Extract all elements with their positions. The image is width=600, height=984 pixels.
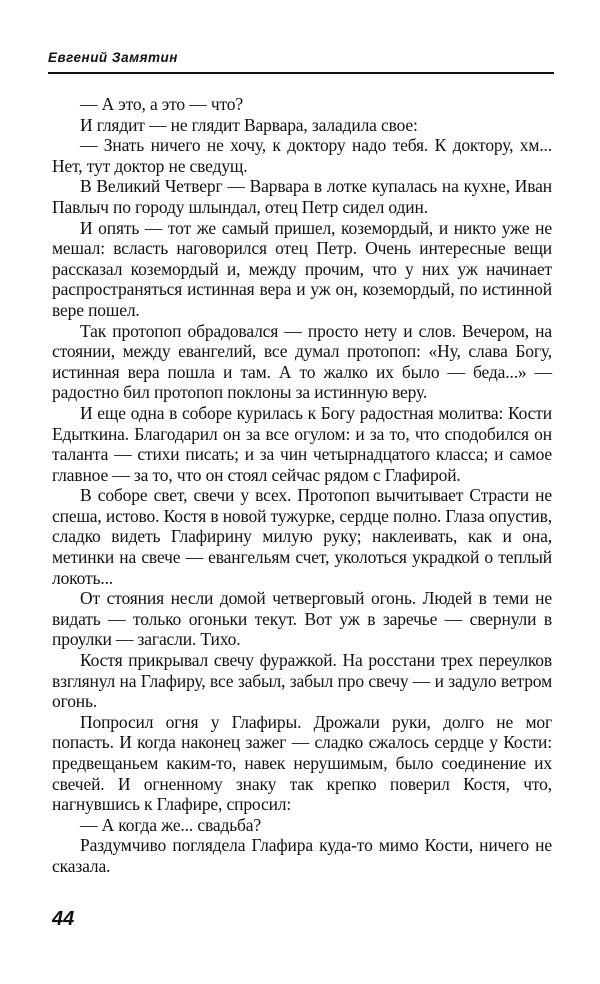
paragraph: И опять — тот же самый пришел, коземордый, и никто уже не мешал: всласть наговорился отец Петр. Очень интересные вещи рассказал коземордый и, между прочим, что у них уж начинает распространяться истинная вера и уж он, коземордый, по истинной вере пошел. <box>52 217 552 320</box>
body-text <box>52 94 552 877</box>
paragraph: Так протопоп обрадовался — просто нету и слов. Вечером, на стоянии, между евангелий, все думал протопоп: «Ну, слава Богу, истинная вера пошла и там. А то жалко их было — беда...» — радостно бил протопоп поклоны за истинную веру. <box>52 320 552 403</box>
paragraph: Попросил огня у Глафиры. Дрожали руки, долго не мог попасть. И когда наконец зажег — сладко сжалось сердце у Кости: предвещаньем каким-то, навек нерушимым, было соединение их свечей. И огненному знаку так крепко поверил Костя, что, нагнувшись к Глафире, спросил: <box>52 711 552 815</box>
paragraph: В Великий Четверг — Варвара в лотке купалась на кухне, Иван Павлыч по городу шлындал, отец Петр сидел один. <box>52 176 552 217</box>
header-rule <box>48 72 554 74</box>
paragraph: В соборе свет, свечи у всех. Протопоп вычитывает Страсти не спеша, истово. Костя в новой тужурке, сердце полно. Глаза опустив, сладко видеть Глафирину милую руку; наклеивать, как и она, метинки на свече — евангельям счет, уколоться украдкой о теплый локоть... <box>52 485 552 588</box>
paragraph: И глядит — не глядит Варвара, заладила свое: <box>80 114 418 135</box>
paragraph: — Знать ничего не хочу, к доктору надо тебя. К доктору, хм... Нет, тут доктор не сведущ. <box>52 135 552 176</box>
running-head-author: Евгений Замятин <box>48 50 178 65</box>
paragraph: От стояния несли домой четверговый огонь. Людей в теми не видать — только огоньки текут. Вот уж в заречье — свернули в проулки — загасли. Тихо. <box>52 588 552 650</box>
paragraph: Костя прикрывал свечу фуражкой. На росстани трех переулков взглянул на Глафиру, все забыл, забыл про свечу — и задуло ветром огонь. <box>52 650 552 712</box>
paragraph: — А когда же... свадьба? <box>80 814 262 835</box>
page-number: 44 <box>52 908 75 930</box>
paragraph: Раздумчиво поглядела Глафира куда-то мимо Кости, ничего не сказала. <box>52 835 552 876</box>
paragraph: — А это, а это — что? <box>80 94 243 114</box>
paragraph: И еще одна в соборе курилась к Богу радостная молитва: Кости Едыткина. Благодарил он за все огулом: и за то, что сподобился он таланта — стихи писать; и за чин четырнадцатого класса; и самое главное — за то, что он стоял сейчас рядом с Глафирой. <box>52 402 552 485</box>
